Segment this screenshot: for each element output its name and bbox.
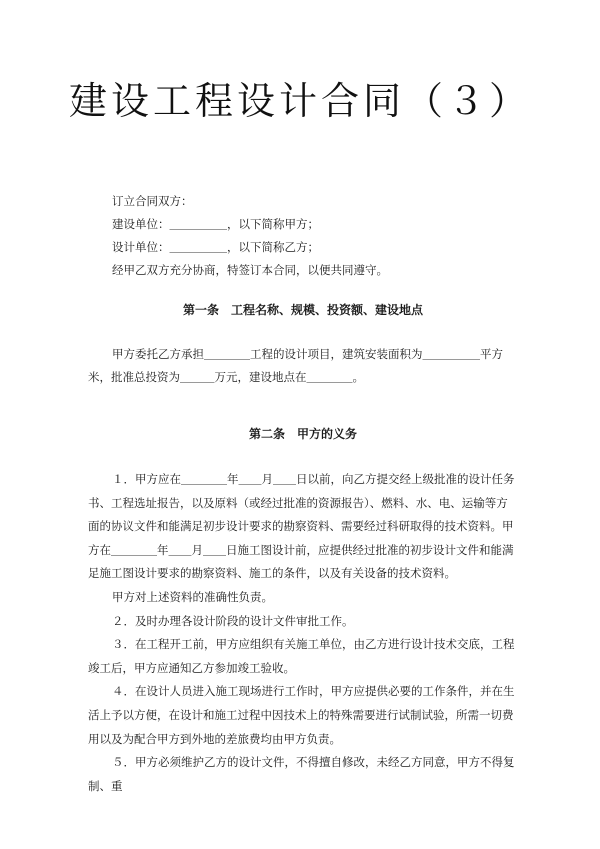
agreement-line: 经甲乙双方充分协商，特签订本合同，以便共同遵守。: [112, 263, 388, 277]
article2-content: [88, 468, 518, 798]
article2-heading: 第二条 甲方的义务: [248, 427, 357, 441]
document-title: 建设工程设计合同（３）: [68, 79, 531, 123]
article1-heading: 第一条 工程名称、规模、投资额、建设地点: [182, 303, 423, 317]
article2-item: 甲方对上述资料的准确性负责。: [112, 589, 273, 604]
parties-label: 订立合同双方：: [112, 194, 193, 208]
article2-item: ４．在设计人员进入施工现场进行工作时，甲方应提供必要的工作条件，并在生活上予以方便，在设计和施工过程中因技术上的特殊需要进行试制试验，所需一切费用以及为配合甲方到外地的差旅费均由甲方负责。: [88, 684, 515, 746]
designer-line: 设计单位：＿＿＿＿＿，以下简称乙方；: [112, 240, 319, 254]
document-body: [88, 190, 518, 798]
article2-item: ３．在工程开工前，甲方应组织有关施工单位，由乙方进行设计技术交底，工程竣工后，甲方应通知乙方参加竣工验收。: [88, 637, 515, 675]
article2-item: １．甲方应在＿＿＿＿年＿＿月＿＿日以前，向乙方提交经上级批准的设计任务书、工程选址报告，以及原料（或经过批准的资源报告）、燃料、水、电、运输等方面的协议文件和能满足初步设计要求的勘察资料、需要经过科研取得的技术资料。甲方在＿＿＿＿年＿＿月＿＿日施工图设计前，应提供经过批准的初步设计文件和能满足施工图设计要求的勘察资料、施工的条件，以及有关设备的技术资料。: [88, 472, 515, 581]
article2-item: ２．及时办理各设计阶段的设计文件审批工作。: [112, 613, 354, 628]
client-line: 建设单位：＿＿＿＿＿，以下简称甲方；: [112, 217, 319, 231]
article2-item: ５．甲方必须维护乙方的设计文件，不得擅自修改，未经乙方同意，甲方不得复制、重: [88, 755, 515, 793]
article1-paragraph: 甲方委托乙方承担＿＿＿＿工程的设计项目，建筑安装面积为＿＿＿＿＿平方米，批准总投资为＿＿＿万元，建设地点在＿＿＿＿。: [88, 347, 503, 384]
